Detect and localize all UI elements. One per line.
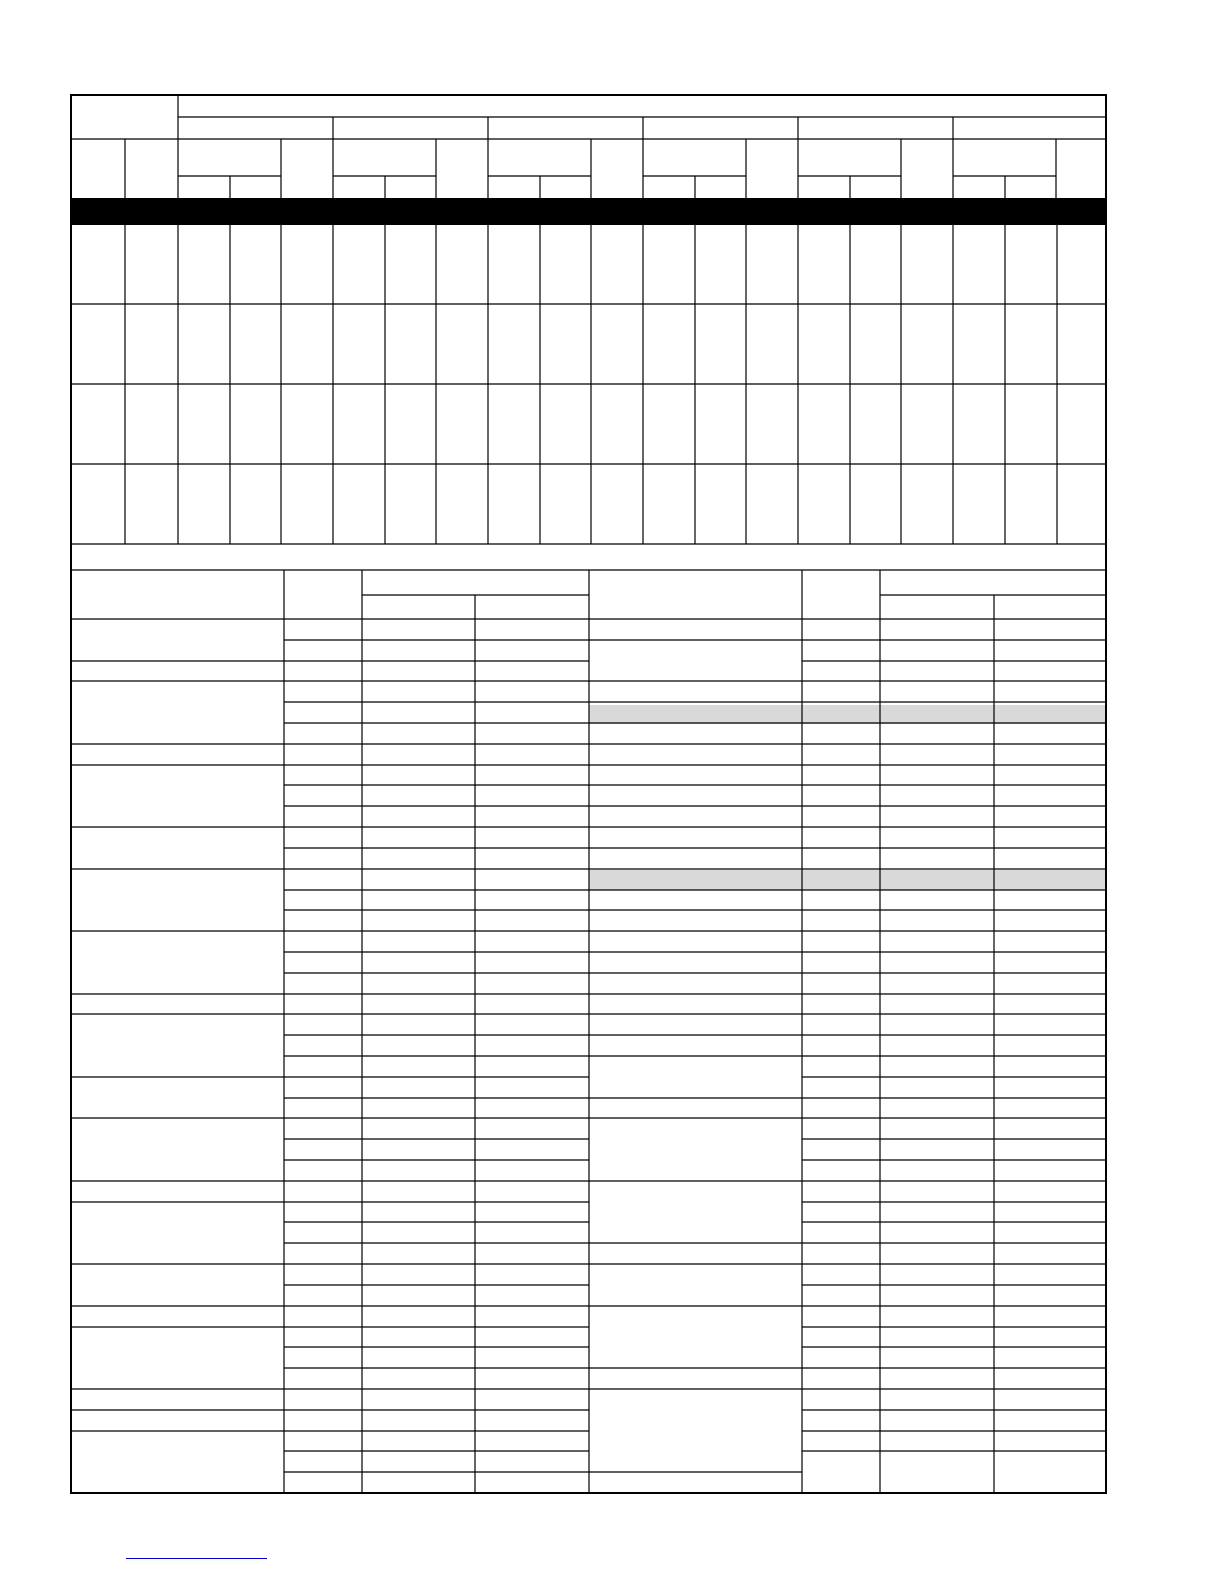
- black-band-row: [71, 198, 1106, 225]
- footer-link[interactable]: [126, 1558, 267, 1559]
- shaded-row: [589, 705, 1106, 724]
- shaded-row: [589, 870, 1106, 890]
- table-grid-lines: [71, 95, 1106, 1493]
